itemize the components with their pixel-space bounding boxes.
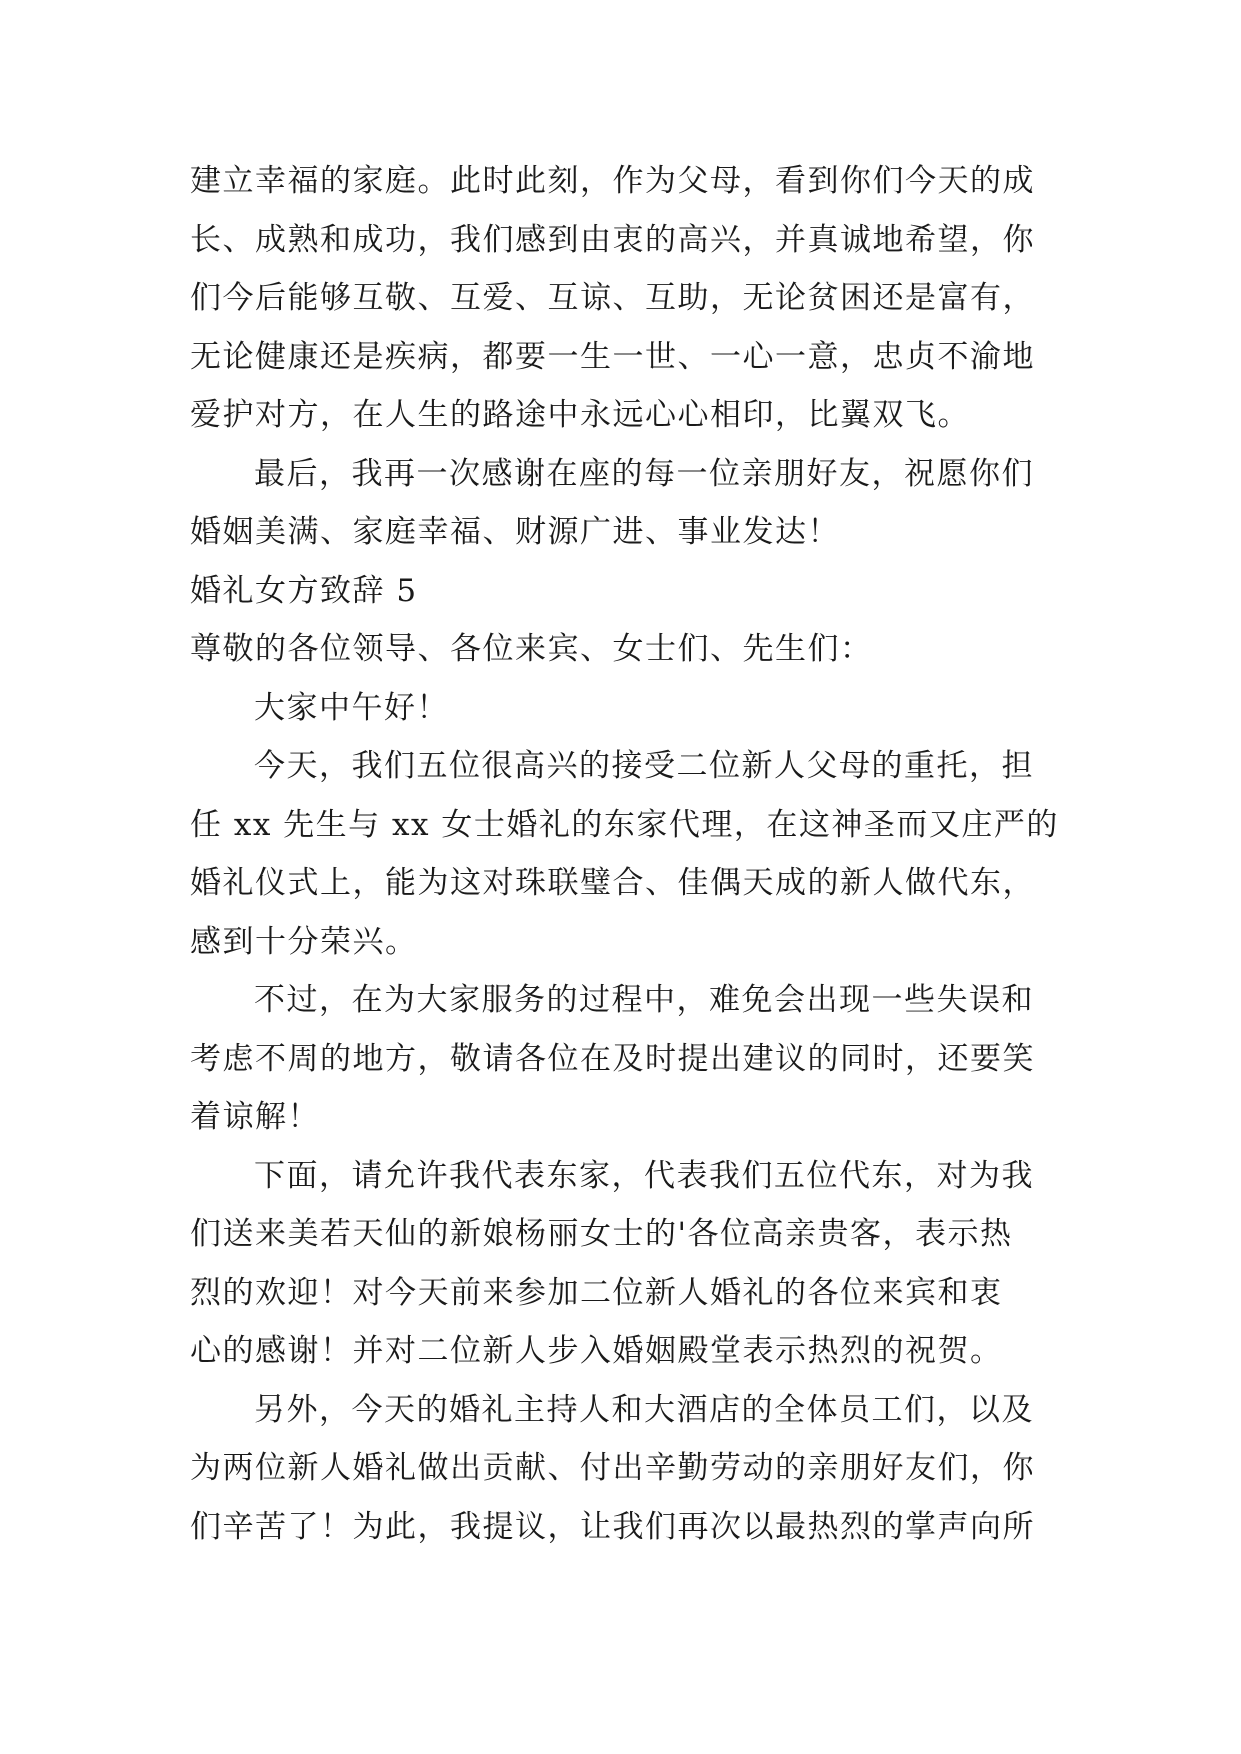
text-line: 们送来美若天仙的新娘杨丽女士的'各位高亲贵客，表示热: [190, 1216, 1013, 1252]
text-line: 大家中午好！: [254, 689, 449, 726]
text-line: 考虑不周的地方，敬请各位在及时提出建议的同时，还要笑: [190, 1040, 1035, 1077]
text-line: 感到十分荣兴。: [190, 923, 418, 960]
text-line: 尊敬的各位领导、各位来宾、女士们、先生们：: [190, 631, 873, 667]
text-line: 长、成熟和成功，我们感到由衷的高兴，并真诚地希望，你: [190, 221, 1035, 258]
text-line: 心的感谢！并对二位新人步入婚姻殿堂表示热烈的祝贺。: [190, 1333, 1003, 1369]
text-line: 无论健康还是疾病，都要一生一世、一心一意，忠贞不渝地: [190, 338, 1035, 375]
text-line: 婚礼仪式上，能为这对珠联璧合、佳偶天成的新人做代东，: [190, 865, 1035, 901]
text-line: 不过，在为大家服务的过程中，难免会出现一些失误和: [254, 982, 1034, 1018]
text-line: 婚礼女方致辞 5: [190, 572, 418, 609]
text-line: 下面，请允许我代表东家，代表我们五位代东，对为我: [254, 1157, 1034, 1194]
text-line: 任 xx 先生与 xx 女士婚礼的东家代理，在这神圣而又庄严的: [190, 806, 1059, 843]
text-line: 建立幸福的家庭。此时此刻，作为父母，看到你们今天的成: [190, 163, 1035, 199]
text-line: 今天，我们五位很高兴的接受二位新人父母的重托，担: [254, 748, 1034, 784]
text-line: 婚姻美满、家庭幸福、财源广进、事业发达！: [190, 514, 840, 550]
text-line: 们今后能够互敬、互爱、互谅、互助，无论贫困还是富有，: [190, 280, 1035, 316]
text-line: 为两位新人婚礼做出贡献、付出辛勤劳动的亲朋好友们，你: [190, 1450, 1035, 1486]
text-line: 最后，我再一次感谢在座的每一位亲朋好友，祝愿你们: [254, 455, 1034, 492]
text-line: 烈的欢迎！对今天前来参加二位新人婚礼的各位来宾和衷: [190, 1274, 1003, 1311]
text-line: 另外，今天的婚礼主持人和大酒店的全体员工们，以及: [254, 1391, 1034, 1428]
text-line: 们辛苦了！为此，我提议，让我们再次以最热烈的掌声向所: [190, 1508, 1035, 1545]
text-line: 着谅解！: [190, 1099, 320, 1135]
document-body: [190, 152, 1060, 1556]
text-line: 爱护对方，在人生的路途中永远心心相印，比翼双飞。: [190, 397, 970, 433]
